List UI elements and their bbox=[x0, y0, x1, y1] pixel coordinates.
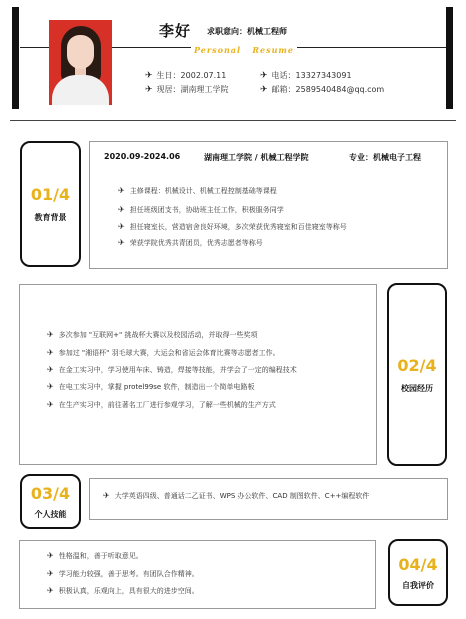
plane-icon: ✈ bbox=[145, 85, 153, 95]
list-item: ✈ 参加过 "湘语杯" 羽毛球大赛，大运会和省运会体育比赛等志愿者工作。 bbox=[47, 348, 280, 357]
list-item: ✈ 大学英语四级、普通话二乙证书、WPS 办公软件、CAD 制图软件、C++编程软件 bbox=[103, 491, 370, 500]
list-item: ✈ 担任班级团支书，协助班主任工作，积极服务同学 bbox=[118, 205, 284, 214]
list-item: ✈ 学习能力较强，善于思考。有团队合作精神。 bbox=[47, 569, 199, 578]
section-number: 01/4 bbox=[30, 185, 71, 204]
plane-icon: ✈ bbox=[103, 491, 110, 500]
list-item: ✈ 性格温和，善于听取意见。 bbox=[47, 551, 143, 560]
info-residence: ✈ 现居：湖南理工学院 bbox=[145, 85, 229, 95]
plane-icon: ✈ bbox=[47, 400, 54, 409]
education-major: 专业：机械电子工程 bbox=[349, 153, 421, 162]
list-item: ✈ 在生产实习中，前往著名工厂进行参观学习，了解一些机械的生产方式 bbox=[47, 400, 276, 409]
section-title: 个人技能 bbox=[34, 509, 67, 519]
list-item: ✈ 在金工实习中，学习使用车床、铸造，焊接等技能，并学会了一定的编程技术 bbox=[47, 365, 297, 374]
list-item: ✈ 荣获学院优秀共青团员，优秀志愿者等称号 bbox=[118, 238, 263, 247]
plane-icon: ✈ bbox=[47, 551, 54, 560]
section-number: 02/4 bbox=[397, 355, 437, 375]
info-email: ✈ 邮箱：2589540484@qq.com bbox=[260, 85, 385, 95]
section-title: 校园经历 bbox=[401, 383, 433, 393]
list-item: ✈ 在电工实习中，掌握 protel99se 软件，制造出一个简单电路板 bbox=[47, 382, 255, 391]
personal-resume-tagline: Personal Resume bbox=[191, 45, 297, 55]
list-item: ✈ 积极认真，乐观向上，具有很大的进步空间。 bbox=[47, 586, 199, 595]
section-title: 自我评价 bbox=[402, 580, 434, 590]
plane-icon: ✈ bbox=[260, 71, 268, 81]
education-school: 湖南理工学院 / 机械工程学院 bbox=[204, 153, 309, 162]
section-number: 04/4 bbox=[398, 554, 438, 574]
plane-icon: ✈ bbox=[47, 569, 54, 578]
plane-icon: ✈ bbox=[47, 382, 54, 391]
info-phone: ✈ 电话：13327343091 bbox=[260, 71, 352, 81]
plane-icon: ✈ bbox=[118, 186, 125, 195]
plane-icon: ✈ bbox=[260, 85, 268, 95]
section-title: 教育背景 bbox=[34, 213, 67, 222]
campus-tab bbox=[387, 283, 447, 466]
plane-icon: ✈ bbox=[47, 330, 54, 339]
section-number: 03/4 bbox=[30, 483, 71, 503]
header-divider bbox=[10, 120, 456, 121]
evaluation-tab bbox=[388, 539, 448, 606]
plane-icon: ✈ bbox=[47, 586, 54, 595]
plane-icon: ✈ bbox=[145, 71, 153, 81]
plane-icon: ✈ bbox=[118, 205, 125, 214]
plane-icon: ✈ bbox=[47, 365, 54, 374]
list-item: ✈ 主修课程：机械设计、机械工程控制基础等课程 bbox=[118, 186, 277, 195]
plane-icon: ✈ bbox=[118, 238, 125, 247]
plane-icon: ✈ bbox=[47, 348, 54, 357]
info-birthday: ✈ 生日：2002.07.11 bbox=[145, 71, 227, 81]
profile-photo bbox=[49, 20, 112, 105]
header-left-bar bbox=[12, 7, 19, 109]
education-tab bbox=[20, 141, 81, 267]
skills-tab bbox=[20, 474, 81, 529]
list-item: ✈ 担任寝室长，营造宿舍良好环境，多次荣获优秀寝室和百佳寝室等称号 bbox=[118, 222, 347, 231]
job-intent: 求职意向：机械工程师 bbox=[207, 27, 287, 36]
education-period: 2020.09-2024.06 bbox=[104, 152, 181, 161]
list-item: ✈ 多次参加 "互联网+" 挑战杯大赛以及校园活动，并取得一些奖项 bbox=[47, 330, 258, 339]
plane-icon: ✈ bbox=[118, 222, 125, 231]
candidate-name: 李好 bbox=[159, 22, 192, 40]
header-right-bar bbox=[446, 7, 453, 109]
